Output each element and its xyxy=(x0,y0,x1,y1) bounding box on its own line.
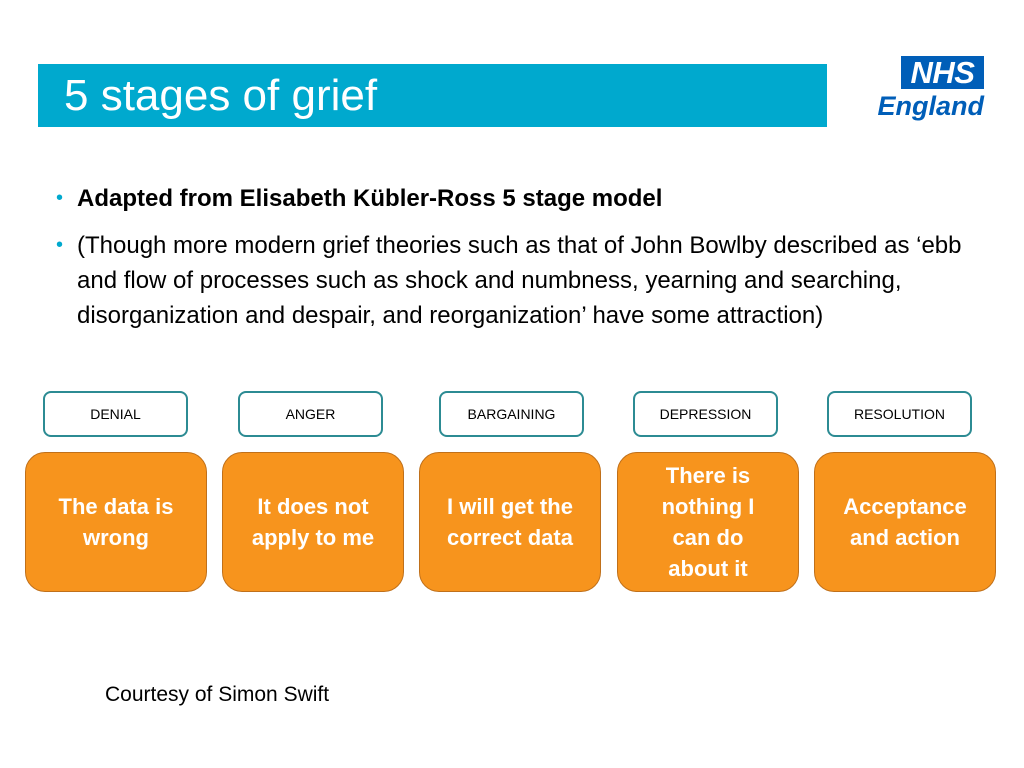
credit-text: Courtesy of Simon Swift xyxy=(105,683,330,706)
bullet-item xyxy=(56,181,986,216)
bullet-list xyxy=(56,181,986,345)
stage-label-anger: ANGER xyxy=(238,391,383,437)
bullet-dot-icon: • xyxy=(56,234,64,256)
stage-label-depression: DEPRESSION xyxy=(633,391,778,437)
bullet-item xyxy=(56,228,986,333)
stage-box-anger: It does not apply to me xyxy=(222,452,404,592)
stage-box-bargaining: I will get the correct data xyxy=(419,452,601,592)
stage-box-denial: The data is wrong xyxy=(25,452,207,592)
bullet-text: (Though more modern grief theories such as that of John Bowlby described as ‘ebb and flow of processes such as shock and numbness, yearning and searching, disorganization and despair, and reorganization’ have some attraction) xyxy=(77,232,962,329)
stage-box-resolution: Acceptance and action xyxy=(814,452,996,592)
nhs-logo-box xyxy=(901,56,984,89)
title-bar xyxy=(38,64,827,127)
stage-label-denial: DENIAL xyxy=(43,391,188,437)
bullet-dot-icon: • xyxy=(56,187,64,209)
stage-label-bargaining: BARGAINING xyxy=(439,391,584,437)
england-logo-text: England xyxy=(877,91,984,121)
nhs-england-logo xyxy=(872,56,990,126)
stage-label-resolution: RESOLUTION xyxy=(827,391,972,437)
bullet-text: Adapted from Elisabeth Kübler-Ross 5 stage model xyxy=(77,185,663,212)
stage-box-depression: There is nothing I can do about it xyxy=(617,452,799,592)
nhs-logo-text: NHS xyxy=(910,55,975,90)
slide-title: 5 stages of grief xyxy=(64,71,378,120)
